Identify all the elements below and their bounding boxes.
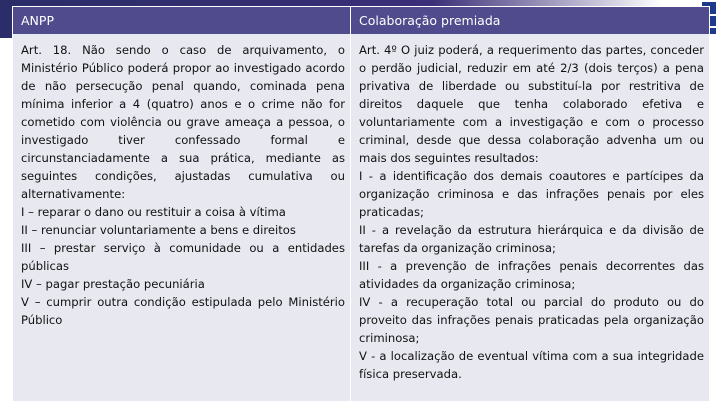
colaboracao-result-iii: III - a prevenção de infrações penais decorrentes das atividades da organização criminosa;: [359, 259, 704, 291]
anpp-condition-i: I – reparar o dano ou restituir a coisa à vítima: [21, 205, 286, 219]
anpp-condition-iv: IV – pagar prestação pecuniária: [21, 277, 205, 291]
table-row: [13, 34, 710, 402]
anpp-condition-iii: III – prestar serviço à comunidade ou a entidades públicas: [21, 241, 345, 273]
colaboracao-result-iv: IV - a recuperação total ou parcial do produto ou do proveito das infrações penais praticadas pela organização criminosa;: [359, 295, 704, 345]
colaboracao-text-cell: [351, 34, 710, 402]
anpp-text-cell: [13, 34, 351, 402]
column-header-colaboracao: Colaboração premiada: [351, 7, 710, 35]
colaboracao-result-i: I - a identificação dos demais coautores e partícipes da organização criminosa e das infrações penais por eles praticadas;: [359, 169, 704, 219]
table-header-row: [13, 7, 710, 35]
colaboracao-result-v: V - a localização de eventual vítima com a sua integridade física preservada.: [359, 349, 704, 381]
colaboracao-result-ii: II - a revelação da estrutura hierárquica e da divisão de tarefas da organização criminosa;: [359, 223, 704, 255]
comparison-table: [12, 6, 710, 402]
anpp-condition-ii: II – renunciar voluntariamente a bens e direitos: [21, 223, 296, 237]
column-header-anpp: ANPP: [13, 7, 351, 35]
colaboracao-article-4: Art. 4º O juiz poderá, a requerimento das partes, conceder o perdão judicial, reduzir em até 2/3 (dois terços) a pena privativa de liberdade ou substituí-la por restritiva de direitos daquele que tenha colaborado efetiva e voluntariamente com a investigação e com o processo criminal, desde que dessa colaboração advenha um ou mais dos seguintes resultados:: [359, 43, 704, 165]
anpp-article-18: Art. 18. Não sendo o caso de arquivamento, o Ministério Público poderá propor ao investigado acordo de não persecução penal quando, cominada pena mínima inferior a 4 (quatro) anos e o crime não for cometido com violência ou grave ameaça a pessoa, o investigado tiver confessado formal e circunstanciadamente a sua prática, mediante as seguintes condições, ajustadas cumulativa ou alternativamente:: [21, 43, 345, 201]
anpp-condition-v: V – cumprir outra condição estipulada pelo Ministério Público: [21, 295, 345, 327]
